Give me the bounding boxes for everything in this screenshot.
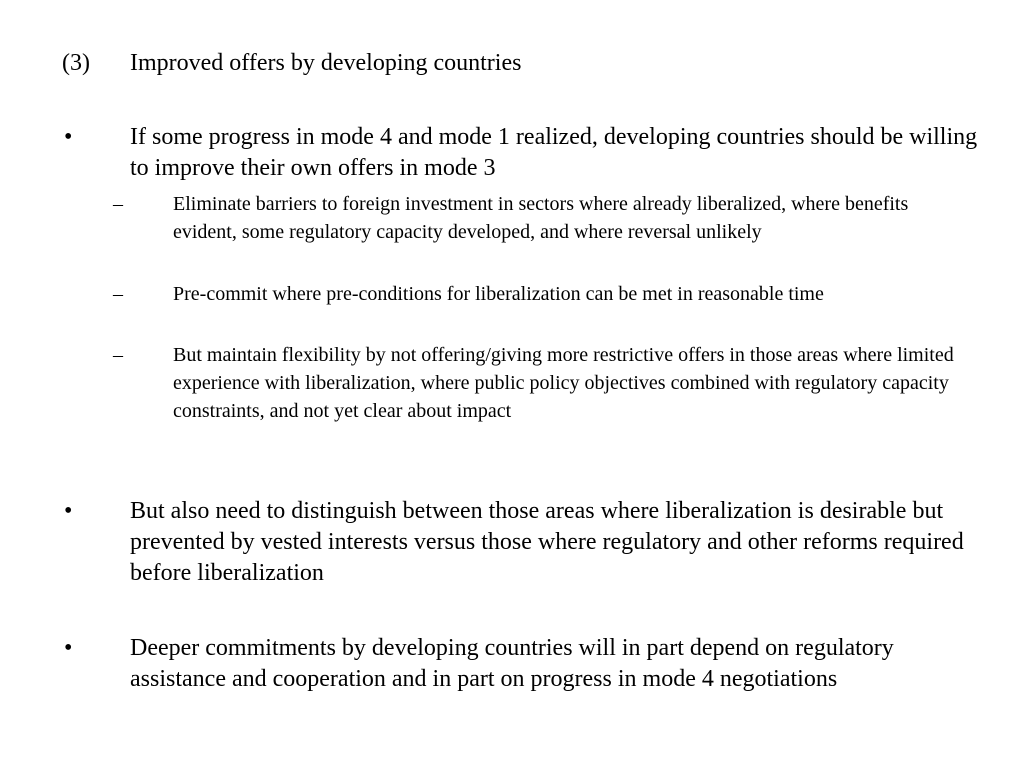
bullet-item — [62, 496, 962, 592]
sub-bullet-text: Pre-commit where pre-conditions for liberalization can be met in reasonable time — [173, 283, 824, 305]
bullet-item — [62, 633, 962, 729]
sub-bullet-item — [113, 280, 973, 338]
sub-bullet-item — [113, 190, 973, 276]
sub-bullet-marker: – — [113, 283, 123, 305]
section-heading — [62, 48, 962, 80]
bullet-text: Deeper commitments by developing countries will in part depend on regulatory assistance and cooperation and in part on progress in mode 4 negotiations — [130, 635, 894, 692]
section-title: Improved offers by developing countries — [130, 50, 522, 76]
bullet-marker: • — [64, 498, 73, 524]
sub-bullet-marker: – — [113, 344, 123, 366]
bullet-text: If some progress in mode 4 and mode 1 realized, developing countries should be willing to improve their own offers in mode 3 — [130, 124, 978, 181]
bullet-text: But also need to distinguish between those areas where liberalization is desirable but prevented by vested interests versus those where regulatory and other reforms required before liberalization — [130, 498, 964, 586]
sub-bullet-marker: – — [113, 193, 123, 215]
sub-bullet-text: Eliminate barriers to foreign investment in sectors where already liberalized, where benefits evident, some regulatory capacity developed, and where reversal unlikely — [173, 193, 909, 243]
bullet-marker: • — [64, 124, 73, 150]
sub-bullet-text: But maintain flexibility by not offering/giving more restrictive offers in those areas where limited experience with liberalization, where public policy objectives combined with regulatory capacity constraints, and not yet clear about impact — [173, 344, 954, 422]
bullet-item — [62, 122, 978, 186]
section-number: (3) — [62, 50, 90, 76]
sub-bullet-item — [113, 341, 973, 455]
bullet-marker: • — [64, 635, 73, 661]
